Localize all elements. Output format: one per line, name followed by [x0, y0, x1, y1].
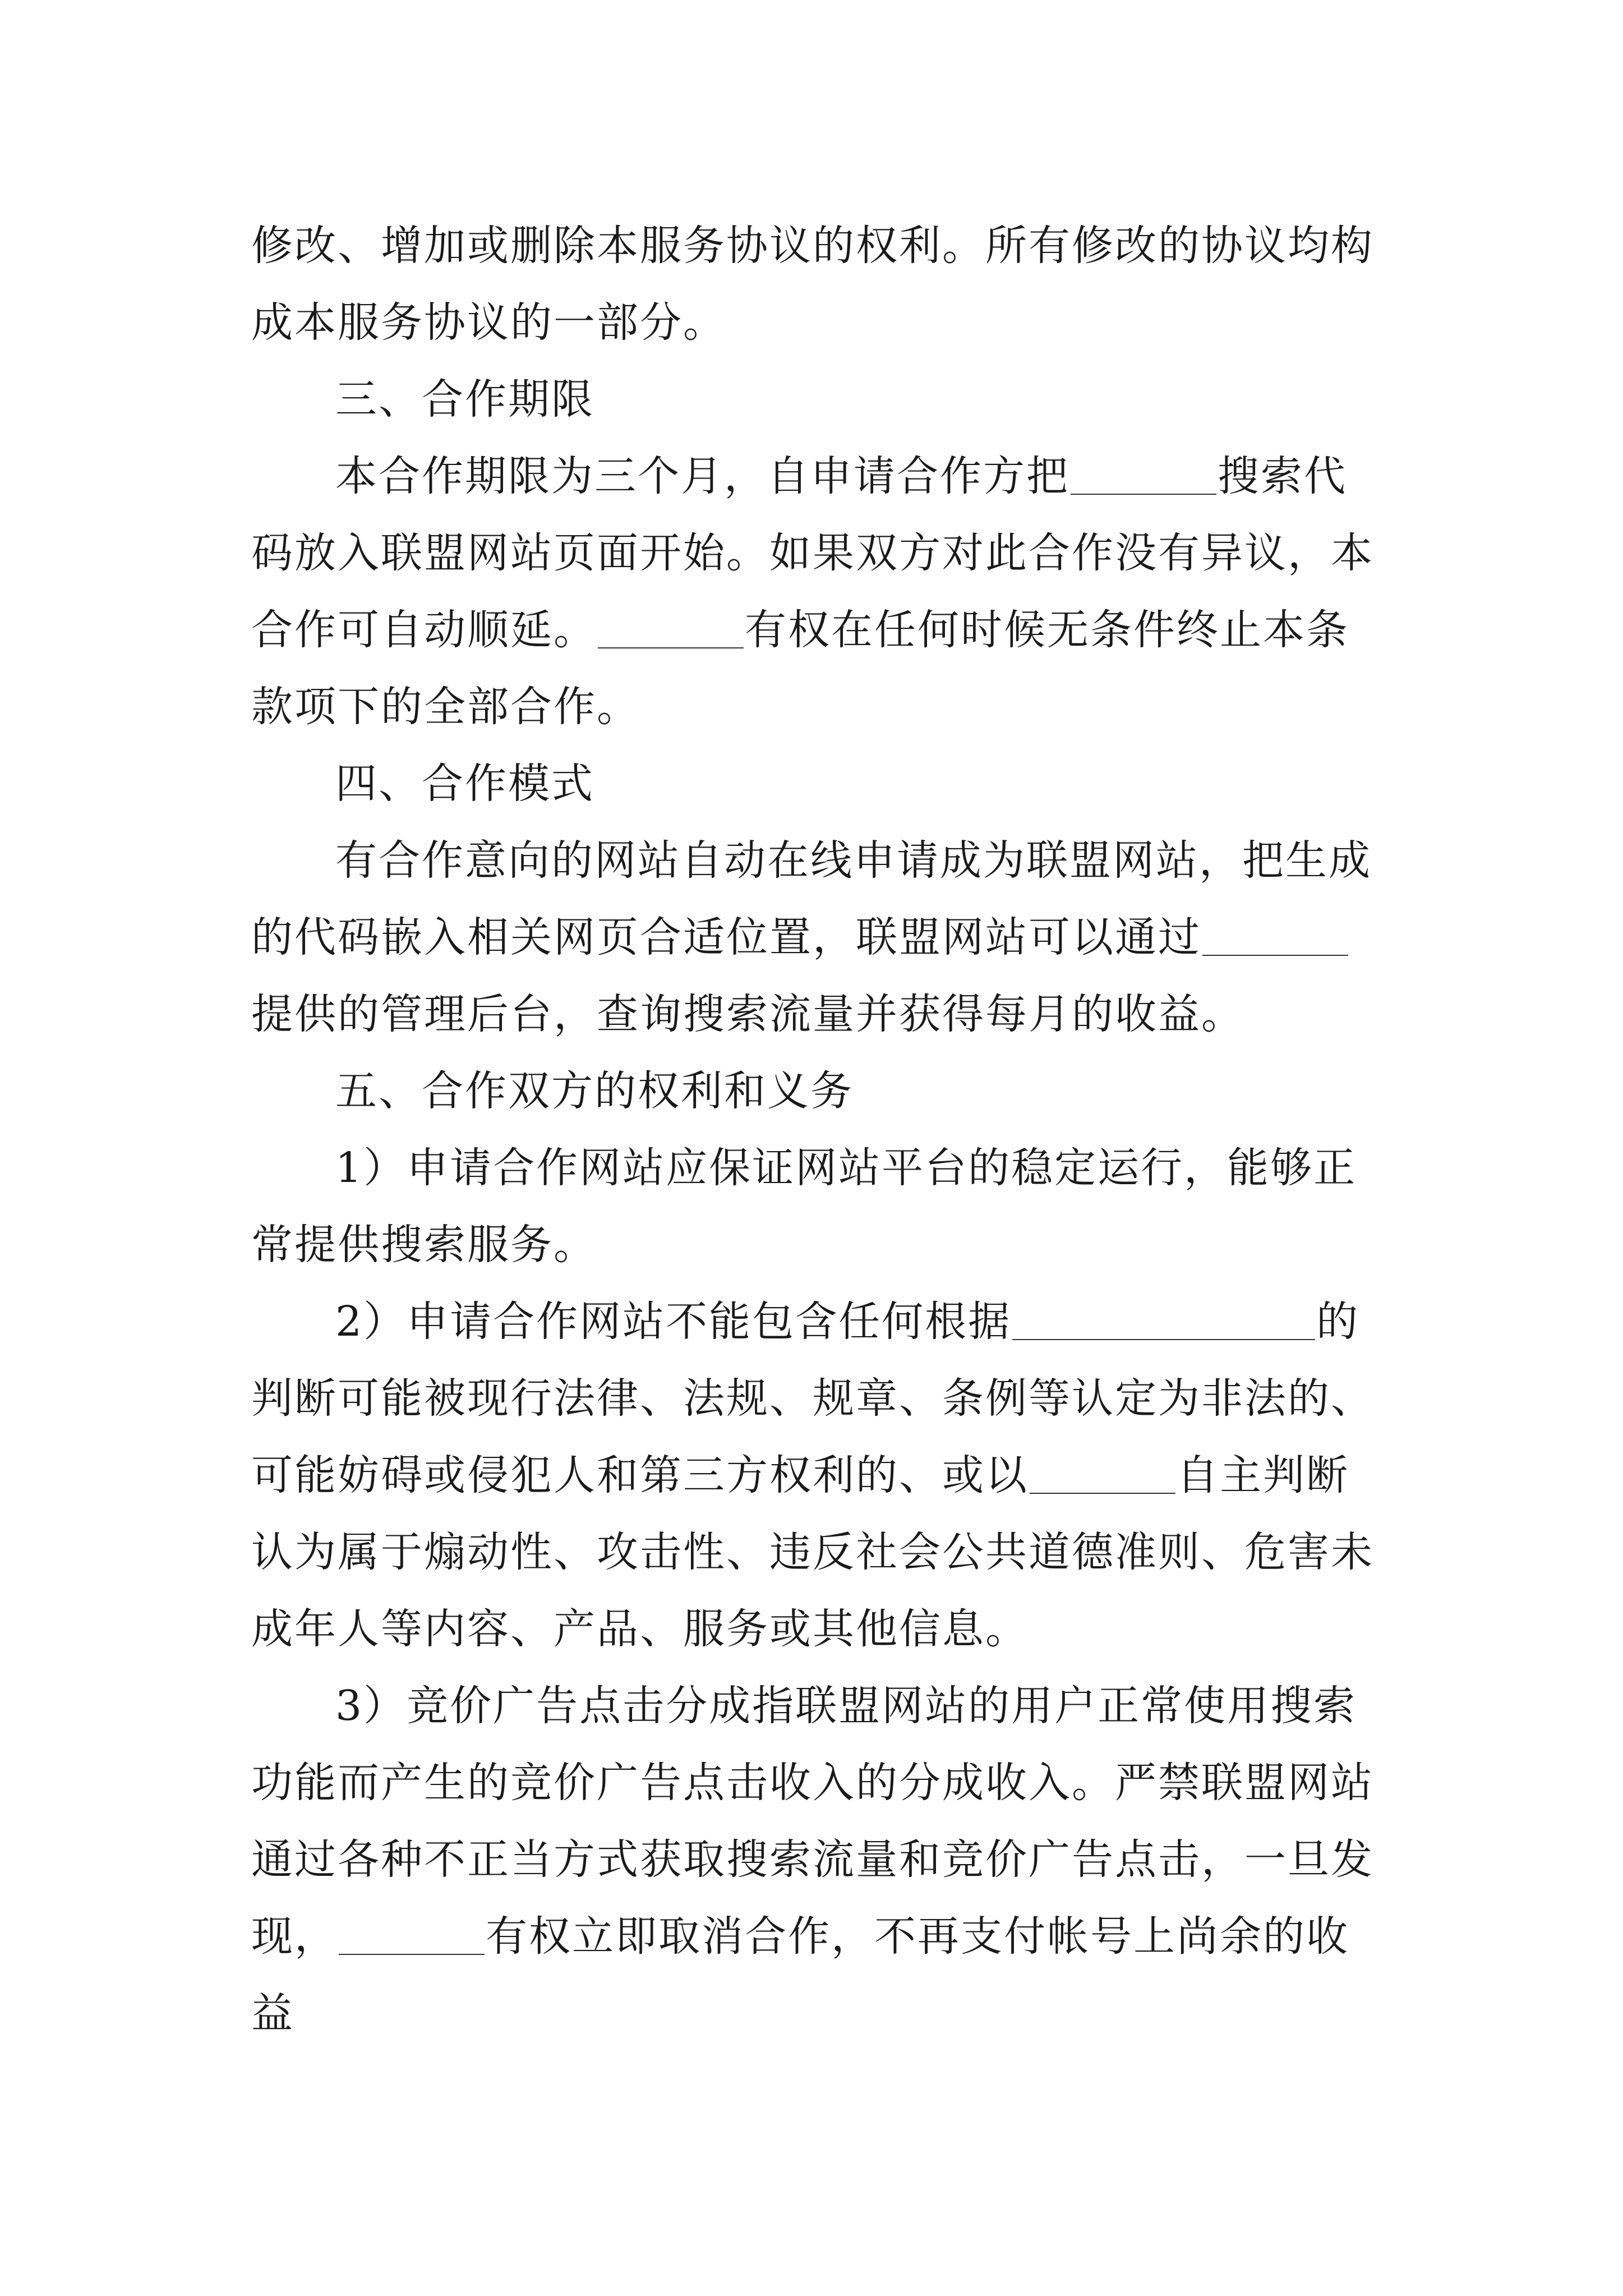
paragraph-line: 3）竞价广告点击分成指联盟网站的用户正常使用搜索 [335, 1682, 1357, 1730]
document-body [251, 208, 1378, 2052]
fill-in-blank [1071, 452, 1216, 495]
paragraph-line: 功能而产生的竞价广告点击收入的分成收入。严禁联盟网站 [251, 1759, 1374, 1807]
paragraph-line: 成本服务协议的一部分。 [251, 298, 726, 347]
paragraph-line: 常提供搜索服务。 [251, 1221, 597, 1269]
fill-in-blank [1202, 913, 1348, 956]
line-text: 可能妨碍或侵犯人和第三方权利的、或以 [251, 1451, 1029, 1499]
section-heading-rights: 五、合作双方的权利和义务 [335, 1067, 854, 1115]
line-text: 的代码嵌入相关网页合适位置，联盟网站可以通过 [251, 913, 1201, 961]
line-text: 本合作期限为三个月，自申请合作方把 [335, 452, 1069, 500]
line-text: 的 [1316, 1297, 1360, 1346]
paragraph-line: 1）申请合作网站应保证网站平台的稳定运行，能够正 [335, 1144, 1357, 1192]
section-heading-mode: 四、合作模式 [335, 760, 594, 808]
paragraph-line: 益 [251, 1989, 294, 2037]
paragraph-line: 有合作意向的网站自动在线申请成为联盟网站，把生成 [335, 836, 1372, 885]
paragraph-line: 通过各种不正当方式获取搜索流量和竞价广告点击，一旦发 [251, 1835, 1374, 1884]
paragraph-line [251, 1283, 1378, 1360]
paragraph-line: 成年人等内容、产品、服务或其他信息。 [251, 1605, 1029, 1653]
paragraph-line [251, 592, 1378, 669]
paragraph-line [251, 1437, 1378, 1514]
line-text: 合作可自动顺延。 [251, 606, 597, 654]
fill-in-blank [1030, 1451, 1175, 1494]
paragraph-line: 判断可能被现行法律、法规、规章、条例等认定为非法的、 [251, 1374, 1374, 1423]
paragraph-line [251, 438, 1378, 515]
line-text: 2）申请合作网站不能包含任何根据 [335, 1297, 1012, 1346]
paragraph-line: 款项下的全部合作。 [251, 683, 640, 731]
paragraph-line [251, 899, 1378, 976]
fill-in-blank [1012, 1297, 1315, 1340]
paragraph-line: 认为属于煽动性、攻击性、违反社会公共道德准则、危害未 [251, 1528, 1374, 1576]
paragraph-line: 修改、增加或删除本服务协议的权利。所有修改的协议均构 [251, 222, 1374, 270]
fill-in-blank [598, 606, 744, 648]
line-text: 自主判断 [1177, 1451, 1349, 1499]
line-text: 搜索代 [1218, 452, 1347, 500]
line-text: 有权立即取消合作，不再支付帐号上尚余的收 [486, 1912, 1349, 1961]
paragraph-line: 提供的管理后台，查询搜索流量并获得每月的收益。 [251, 990, 1244, 1038]
section-heading-term: 三、合作期限 [335, 375, 594, 424]
fill-in-blank [339, 1912, 485, 1955]
paragraph-line: 码放入联盟网站页面开始。如果双方对此合作没有异议，本 [251, 529, 1374, 577]
line-text: 现， [251, 1912, 338, 1961]
line-text: 有权在任何时候无条件终止本条 [745, 606, 1349, 654]
paragraph-line [251, 1898, 1378, 1975]
